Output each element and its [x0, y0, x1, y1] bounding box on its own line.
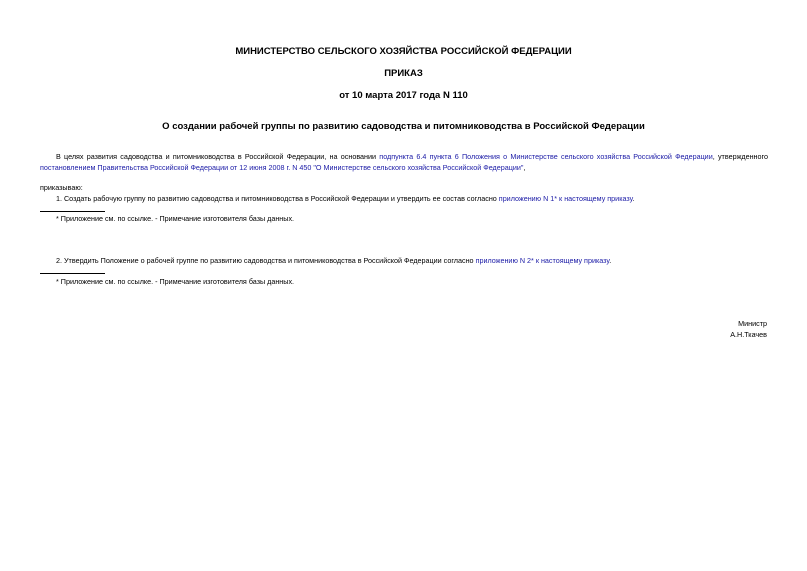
item-2 [40, 255, 768, 266]
item-2-text: 2. Утвердить Положение о рабочей группе по развитию садоводства и питомниководства в Российской Федерации согласно [56, 256, 476, 265]
link-government-resolution[interactable]: постановлением Правительства Российской Федерации от 12 июня 2008 г. N 450 "О Министерстве сельского хозяйства Российской Федерации" [40, 163, 524, 172]
date-and-number: от 10 марта 2017 года N 110 [339, 90, 468, 101]
preamble-text-middle: , утвержденного [712, 152, 768, 161]
link-regulation-clause[interactable]: подпункта 6.4 пункта 6 Положения о Министерстве сельского хозяйства Российской Федерации [379, 152, 713, 161]
document-type: ПРИКАЗ [384, 68, 423, 79]
order-subject: О создании рабочей группы по развитию садоводства и питомниководства в Российской Федерации [162, 121, 645, 132]
footnote-2: * Приложение см. по ссылке. - Примечание изготовителя базы данных. [56, 277, 295, 286]
link-appendix-2[interactable]: приложению N 2* к настоящему приказу [475, 256, 610, 265]
item-1-text: 1. Создать рабочую группу по развитию садоводства и питомниководства в Российской Федерации и утвердить ее состав согласно [56, 194, 499, 203]
footnote-1: * Приложение см. по ссылке. - Примечание изготовителя базы данных. [56, 214, 295, 223]
item-1-end: . [632, 194, 635, 203]
preamble-paragraph [40, 151, 768, 173]
signature-name: А.Н.Ткачев [730, 330, 767, 339]
order-word: приказываю: [40, 183, 83, 192]
link-appendix-1[interactable]: приложению N 1* к настоящему приказу [498, 194, 633, 203]
preamble-text-end: , [523, 163, 526, 172]
item-2-end: . [609, 256, 612, 265]
footnote-divider-1 [40, 211, 105, 212]
footnote-divider-2 [40, 273, 105, 274]
signature-position: Министр [738, 319, 767, 328]
ministry-heading: МИНИСТЕРСТВО СЕЛЬСКОГО ХОЗЯЙСТВА РОССИЙСКОЙ ФЕДЕРАЦИИ [235, 46, 572, 57]
item-1 [40, 193, 768, 204]
preamble-text-start: В целях развития садоводства и питомниководства в Российской Федерации, на основании [56, 152, 380, 161]
